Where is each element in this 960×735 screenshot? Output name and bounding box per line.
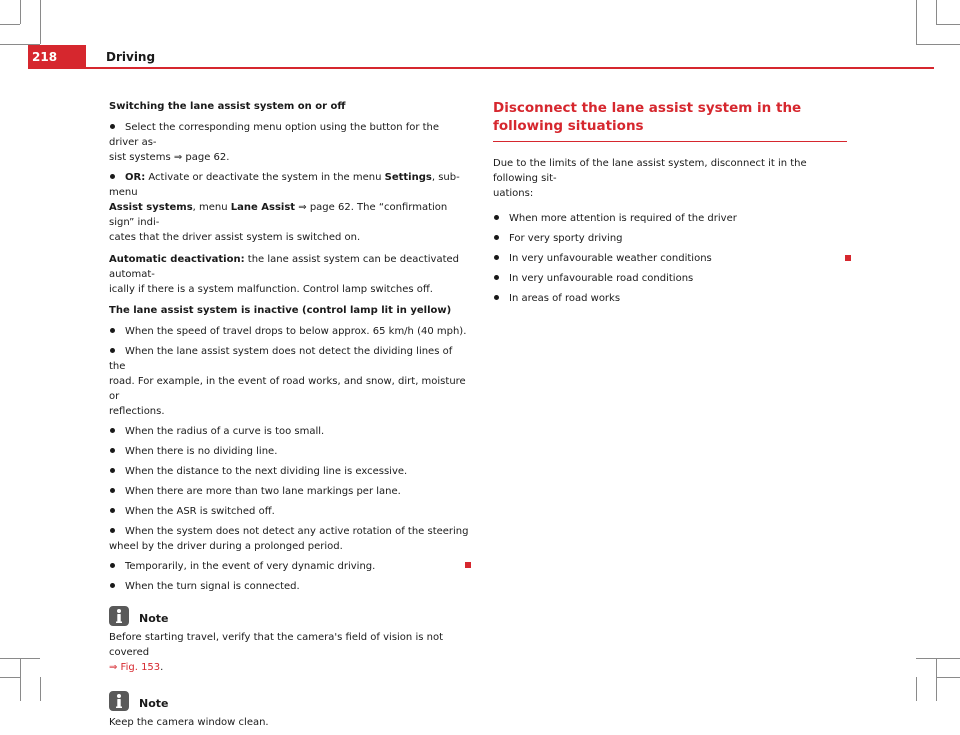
crop-mark: [936, 0, 937, 24]
crop-mark: [40, 0, 41, 44]
list-item-text: In very unfavourable weather conditions: [509, 253, 712, 264]
list-item-text: When more attention is required of the driver: [509, 213, 737, 224]
note-body: Before starting travel, verify that the camera's field of vision is not covered: [109, 632, 443, 658]
list-item: [109, 344, 471, 419]
list-item-text: When the lane assist system does not detect the dividing lines of the road. For example, in the event of road works, and snow, dirt, moisture or reflections.: [109, 346, 466, 417]
note-body-end: .: [160, 662, 164, 673]
list-item: [493, 231, 849, 246]
bullet-dot-icon: [494, 275, 499, 280]
crop-mark: [40, 677, 41, 701]
bullet-dot-icon: [110, 508, 115, 513]
list-item: [109, 324, 471, 339]
crop-mark: [0, 677, 20, 678]
auto-deactivation-label: Automatic deactivation:: [109, 254, 245, 265]
list-item-text: When the system does not detect any active rotation of the steering wheel by the driver during a prolonged period.: [109, 526, 469, 552]
bullet-dot-icon: [494, 215, 499, 220]
page-number: 218: [28, 45, 86, 69]
inactive-heading: The lane assist system is inactive (control lamp lit in yellow): [109, 305, 452, 316]
or-text-a: Activate or deactivate the system in the menu: [145, 172, 385, 183]
info-note-icon: [109, 606, 129, 626]
switching-heading: Switching the lane assist system on or off: [109, 101, 346, 112]
note-text: [109, 630, 471, 675]
or-text-b: , sub-menu: [109, 172, 460, 198]
intro-text: Due to the limits of the lane assist system, disconnect it in the following sit- uations:: [493, 158, 807, 199]
list-item: [109, 424, 471, 439]
auto-deactivation-text: the lane assist system can be deactivated automat- ically if there is a system malfunction. Control lamp switches off.: [109, 254, 460, 295]
section-rule: [493, 141, 847, 142]
crop-mark: [936, 658, 937, 701]
list-item-text: For very sporty driving: [509, 233, 623, 244]
list-item-text: In areas of road works: [509, 293, 621, 304]
auto-deactivation-paragraph: [109, 252, 471, 297]
settings-menu-label: Settings: [384, 172, 432, 183]
note-header: [109, 606, 471, 626]
bullet-dot-icon: [110, 563, 115, 568]
list-item: [493, 291, 849, 306]
list-item-text: When the radius of a curve is too small.: [125, 426, 325, 437]
or-bullet: [109, 170, 471, 245]
bullet-dot-icon: [494, 295, 499, 300]
list-item: [109, 579, 471, 594]
bullet-dot-icon: [110, 468, 115, 473]
section-end-mark: [845, 255, 851, 261]
inactive-list: [109, 324, 471, 594]
section-title: Disconnect the lane assist system in the following situations: [493, 100, 802, 134]
list-item-text: When the turn signal is connected.: [125, 581, 300, 592]
bullet-dot-icon: [110, 488, 115, 493]
bullet-dot-icon: [494, 255, 499, 260]
bullet-dot-icon: [110, 348, 115, 353]
list-item: [493, 251, 849, 266]
list-item-text: When there are more than two lane markings per lane.: [125, 486, 401, 497]
crop-mark: [916, 658, 960, 659]
switching-bullet-text: Select the corresponding menu option using the button for the driver as- sist systems ⇒ page 62.: [109, 122, 440, 163]
figure-link[interactable]: ⇒ Fig. 153: [109, 662, 161, 673]
list-item-text: When the speed of travel drops to below approx. 65 km/h (40 mph).: [125, 326, 467, 337]
list-item: [109, 464, 471, 479]
or-text-d: ⇒ page 62. The “confirmation sign” indi- cates that the driver assist system is switched on.: [109, 202, 448, 243]
list-item: [109, 524, 471, 554]
crop-mark: [916, 44, 960, 45]
or-text-c: , menu: [192, 202, 231, 213]
crop-mark: [0, 24, 20, 25]
note-text: Keep the camera window clean.: [109, 717, 269, 728]
bullet-dot-icon: [110, 583, 115, 588]
bullet-dot-icon: [110, 448, 115, 453]
bullet-dot-icon: [110, 174, 115, 179]
bullet-dot-icon: [494, 235, 499, 240]
situations-list: [493, 211, 849, 306]
list-item: [109, 559, 471, 574]
info-note-icon: [109, 691, 129, 711]
crop-mark: [20, 0, 21, 24]
bullet-dot-icon: [110, 328, 115, 333]
crop-mark: [936, 677, 960, 678]
header-rule: [28, 67, 934, 69]
crop-mark: [916, 677, 917, 701]
list-item-text: In very unfavourable road conditions: [509, 273, 694, 284]
lane-assist-label: Lane Assist: [230, 202, 296, 213]
list-item: [493, 211, 849, 226]
list-item: [109, 444, 471, 459]
crop-mark: [916, 0, 917, 44]
bullet-dot-icon: [110, 528, 115, 533]
list-item: [109, 504, 471, 519]
crop-mark: [20, 658, 21, 701]
note-title: Note: [139, 697, 169, 710]
bullet-dot-icon: [110, 124, 115, 129]
crop-mark: [0, 658, 40, 659]
chapter-title: Driving: [106, 50, 156, 64]
list-item-text: Temporarily, in the event of very dynamic driving.: [125, 561, 376, 572]
right-column: [493, 99, 849, 311]
crop-mark: [936, 24, 960, 25]
note-header: [109, 691, 471, 711]
section-end-mark: [465, 562, 471, 568]
list-item: [493, 271, 849, 286]
assist-systems-label: Assist systems: [109, 202, 193, 213]
list-item-text: When the distance to the next dividing line is excessive.: [125, 466, 408, 477]
list-item: [109, 484, 471, 499]
note-title: Note: [139, 612, 169, 625]
switching-bullet: [109, 120, 471, 165]
or-label: OR:: [125, 172, 146, 183]
list-item-text: When the ASR is switched off.: [125, 506, 275, 517]
list-item-text: When there is no dividing line.: [125, 446, 278, 457]
left-column: [109, 99, 471, 735]
bullet-dot-icon: [110, 428, 115, 433]
